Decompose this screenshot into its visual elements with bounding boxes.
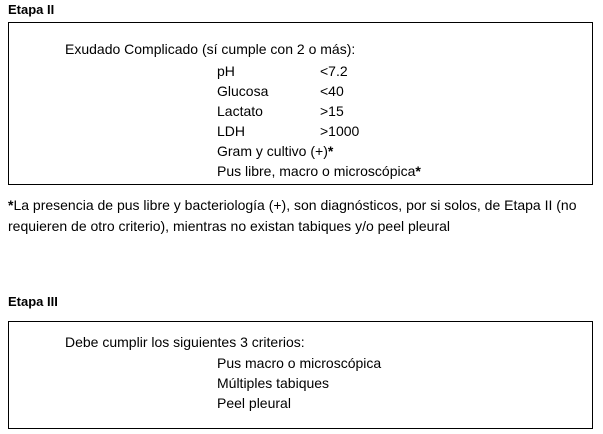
asterisk-mark: * bbox=[415, 163, 421, 179]
criterion-text: Pus libre, macro o microscópica bbox=[217, 163, 416, 179]
stage-2-heading: Etapa II bbox=[8, 2, 55, 17]
criterion-row-ldh bbox=[217, 122, 359, 141]
stage-3-criterion: Peel pleural bbox=[217, 395, 291, 411]
stage-3-criterion: Múltiples tabiques bbox=[217, 375, 330, 391]
criterion-name: pH bbox=[217, 63, 235, 79]
criterion-name: Lactato bbox=[217, 103, 263, 119]
footnote-text: La presencia de pus libre y bacteriología (+), son diagnósticos, por si solos, de Etapa II (no requieren de otro criterio), mientras no existan tabiques y/o peel pleural bbox=[8, 197, 577, 234]
criterion-row-gram bbox=[217, 142, 333, 161]
criterion-text: Gram y cultivo (+) bbox=[217, 143, 328, 159]
criterion-row-ph bbox=[217, 62, 348, 81]
criterion-name: Glucosa bbox=[217, 83, 269, 99]
stage-3-heading: Etapa III bbox=[8, 294, 58, 309]
criterion-value: <40 bbox=[320, 83, 344, 99]
stage-3-title: Debe cumplir los siguientes 3 criterios: bbox=[65, 334, 305, 350]
stage-2-title: Exudado Complicado (sí cumple con 2 o más): bbox=[65, 41, 356, 57]
footnote-asterisk: * bbox=[8, 197, 14, 213]
footnote bbox=[8, 195, 588, 237]
criterion-row-lactato bbox=[217, 102, 344, 121]
asterisk-mark: * bbox=[327, 143, 334, 159]
criterion-row-pus bbox=[217, 162, 421, 181]
stage-2-criteria-box bbox=[8, 22, 593, 185]
stage-3-criteria-box bbox=[8, 321, 593, 429]
criterion-row-glucosa bbox=[217, 82, 344, 101]
stage-3-criterion: Pus macro o microscópica bbox=[217, 355, 382, 371]
criterion-value: >1000 bbox=[320, 123, 360, 139]
criterion-value: >15 bbox=[320, 103, 344, 119]
criterion-name: LDH bbox=[217, 123, 246, 139]
criterion-value: <7.2 bbox=[320, 63, 348, 79]
